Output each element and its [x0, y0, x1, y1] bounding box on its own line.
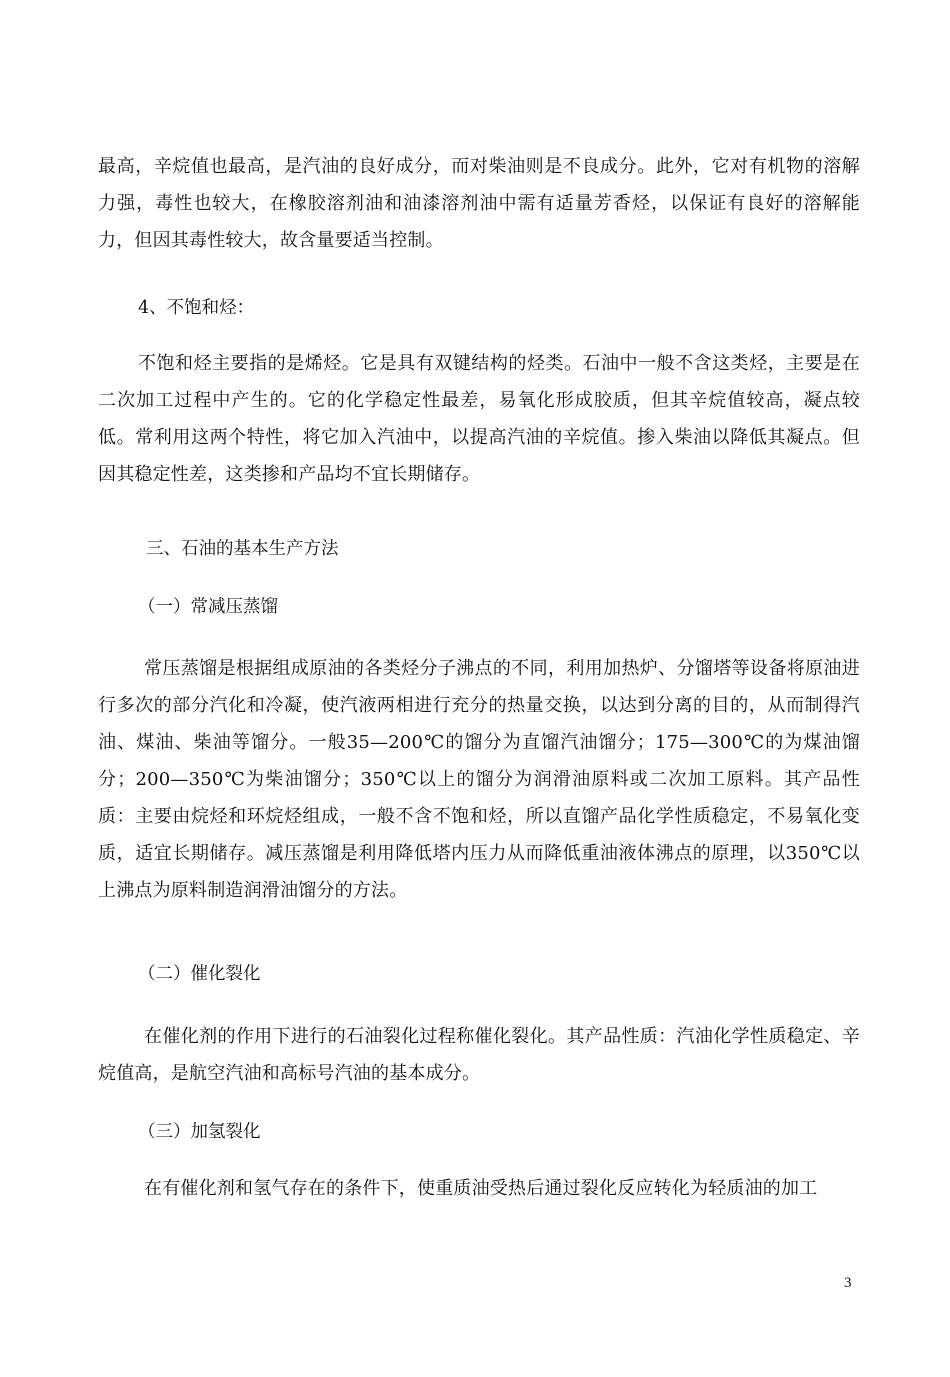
paragraph-aromatic-continued: 最高，辛烷值也最高，是汽油的良好成分，而对柴油则是不良成分。此外，它对有机物的溶解力强，毒性也较大，在橡胶溶剂油和油漆溶剂油中需有适量芳香烃，以保证有良好的溶解能力，但因其毒性较大，故含量要适当控制。 — [98, 156, 860, 251]
paragraph-hydrocracking: 在有催化剂和氢气存在的条件下，使重质油受热后通过裂化反应转化为轻质油的加工 — [144, 1178, 818, 1199]
subsection-title-hydrocracking: （三）加氢裂化 — [138, 1122, 261, 1142]
heading-unsaturated-hydrocarbons: 4、不饱和烃： — [138, 298, 255, 318]
paragraph-catalytic-cracking: 在催化剂的作用下进行的石油裂化过程称催化裂化。其产品性质：汽油化学性质稳定、辛烷值高，是航空汽油和高标号汽油的基本成分。 — [98, 1026, 860, 1084]
paragraph-distillation: 常压蒸馏是根据组成原油的各类烃分子沸点的不同，利用加热炉、分馏塔等设备将原油进行多次的部分汽化和冷凝，使汽液两相进行充分的热量交换，以达到分离的目的，从而制得汽油、煤油、柴油等馏分。一般35—200℃的馏分为直馏汽油馏分；175—300℃的为煤油馏分；200—350℃为柴油馏分；350℃以上的馏分为润滑油原料或二次加工原料。其产品性质：主要由烷烃和环烷烃组成，一般不含不饱和烃，所以直馏产品化学性质稳定，不易氧化变质，适宜长期储存。减压蒸馏是利用降低塔内压力从而降低重油液体沸点的原理，以350℃以上沸点为原料制造润滑油馏分的方法。 — [98, 658, 860, 901]
paragraph-unsaturated-hydrocarbons: 不饱和烃主要指的是烯烃。它是具有双键结构的烃类。石油中一般不含这类烃，主要是在二次加工过程中产生的。它的化学稳定性最差，易氧化形成胶质，但其辛烷值较高，凝点较低。常利用这两个特性，将它加入汽油中，以提高汽油的辛烷值。掺入柴油以降低其凝点。但因其稳定性差，这类掺和产品均不宜长期储存。 — [98, 353, 860, 485]
page-number: 3 — [844, 1275, 852, 1291]
subsection-title-distillation: （一）常减压蒸馏 — [138, 597, 278, 617]
section-title-production-methods: 三、石油的基本生产方法 — [146, 539, 339, 559]
subsection-title-catalytic-cracking: （二）催化裂化 — [138, 964, 261, 984]
